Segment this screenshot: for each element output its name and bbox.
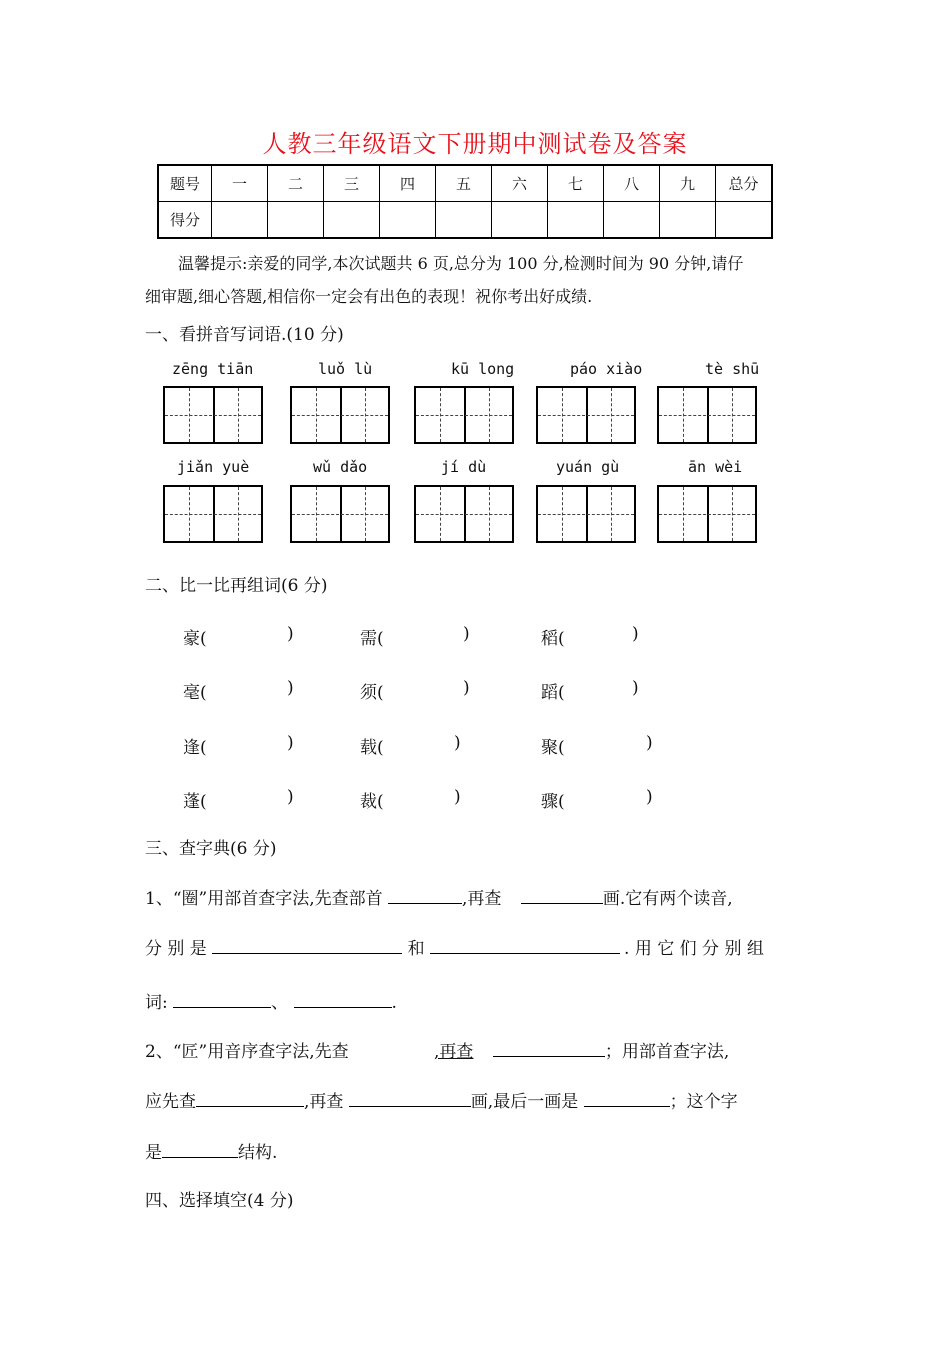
compare-word-close: ) <box>646 787 653 807</box>
score-header-cell: 六 <box>492 165 548 202</box>
tip-line-2: 细审题,细心答题,相信你一定会有出色的表现！祝你考出好成绩. <box>145 287 593 306</box>
q2-text: ,再查 <box>434 1042 474 1062</box>
score-input-cell[interactable] <box>660 202 716 239</box>
q1-text: 和 <box>407 939 425 959</box>
compare-word-close: ) <box>632 678 639 698</box>
compare-word-close: ) <box>287 733 294 753</box>
writing-grid[interactable] <box>290 386 390 444</box>
compare-word-close: ) <box>463 678 470 698</box>
tip-line-1: 温馨提示:亲爱的同学,本次试题共 6 页,总分为 100 分,检测时间为 90 分钟,请仔 <box>178 254 744 273</box>
score-header-cell: 四 <box>380 165 436 202</box>
writing-grid[interactable] <box>414 386 514 444</box>
score-input-cell[interactable] <box>436 202 492 239</box>
section4-title: 四、选择填空(4 分) <box>145 1191 294 1211</box>
q1-text: 1、“圈”用部首查字法,先查部首 <box>145 889 383 909</box>
q1-line-3 <box>145 988 397 1013</box>
q2-text: 是 <box>145 1143 162 1163</box>
score-header-row <box>158 165 772 202</box>
pinyin-label: luǒ lù <box>318 360 373 378</box>
q2-text: 2、“匠”用音序查字法,先查 <box>145 1042 349 1062</box>
compare-word-open: 逢( <box>183 738 207 758</box>
score-header-cell: 五 <box>436 165 492 202</box>
compare-word-close: ) <box>287 624 294 644</box>
q2-line-1 <box>145 1037 729 1062</box>
section3-title: 三、查字典(6 分) <box>145 839 277 859</box>
writing-grid[interactable] <box>163 485 263 543</box>
q1-line-1 <box>145 884 733 909</box>
compare-word-close: ) <box>632 624 639 644</box>
compare-word-close: ) <box>287 787 294 807</box>
pinyin-label: páo xiào <box>570 360 643 378</box>
compare-word-open: 毫( <box>183 683 207 703</box>
score-header-cell: 一 <box>212 165 268 202</box>
writing-grid[interactable] <box>657 485 757 543</box>
pinyin-label: jiǎn yuè <box>177 458 250 476</box>
q1-text: ,再查 <box>462 889 502 909</box>
answer-blank[interactable] <box>584 1088 670 1107</box>
answer-blank[interactable] <box>521 885 603 904</box>
answer-blank[interactable] <box>349 1088 471 1107</box>
q1-text: 分 别 是 <box>145 939 207 959</box>
compare-word-close: ) <box>454 787 461 807</box>
q1-text: 词: <box>145 993 168 1013</box>
compare-word-open: 载( <box>360 738 384 758</box>
compare-word-close: ) <box>463 624 470 644</box>
score-header-cell: 七 <box>548 165 604 202</box>
pinyin-label: tè shū <box>705 360 760 378</box>
pinyin-label: zēng tiān <box>172 360 254 378</box>
writing-grid[interactable] <box>657 386 757 444</box>
q1-line-2 <box>145 934 764 959</box>
answer-blank[interactable] <box>388 885 462 904</box>
pinyin-label: jí dù <box>441 458 487 476</box>
score-input-cell[interactable] <box>324 202 380 239</box>
section1-title: 一、看拼音写词语.(10 分) <box>145 325 344 345</box>
writing-grid[interactable] <box>536 485 636 543</box>
compare-word-open: 需( <box>360 629 384 649</box>
answer-blank[interactable] <box>162 1139 238 1158</box>
answer-blank[interactable] <box>493 1038 605 1057</box>
score-header-cell: 题号 <box>158 165 212 202</box>
q2-text: ,再查 <box>304 1092 344 1112</box>
pinyin-label: wǔ dǎo <box>313 458 368 476</box>
score-header-cell: 三 <box>324 165 380 202</box>
answer-blank[interactable] <box>196 1088 304 1107</box>
score-input-cell[interactable] <box>716 202 773 239</box>
page-title: 人教三年级语文下册期中测试卷及答案 <box>262 130 688 158</box>
compare-word-close: ) <box>454 733 461 753</box>
compare-word-open: 骤( <box>541 792 565 812</box>
q2-line-3 <box>145 1138 277 1163</box>
score-header-cell: 二 <box>268 165 324 202</box>
compare-word-open: 蓬( <box>183 792 207 812</box>
compare-word-open: 聚( <box>541 738 565 758</box>
score-row-label: 得分 <box>158 202 212 239</box>
q2-text: ；这个字 <box>669 1092 738 1112</box>
answer-blank[interactable] <box>430 935 620 954</box>
q1-text: 、 <box>271 993 289 1013</box>
compare-word-close: ) <box>646 733 653 753</box>
writing-grid[interactable] <box>414 485 514 543</box>
pinyin-label: yuán gù <box>556 458 620 476</box>
score-header-cell: 九 <box>660 165 716 202</box>
writing-grid[interactable] <box>536 386 636 444</box>
q2-text: 画,最后一画是 <box>470 1092 579 1112</box>
score-header-cell: 八 <box>604 165 660 202</box>
score-input-cell[interactable] <box>212 202 268 239</box>
q2-line-2 <box>145 1087 738 1112</box>
q1-text: 画.它有两个读音, <box>602 889 733 909</box>
pinyin-label: ān wèi <box>688 458 743 476</box>
q1-text: . 用 它 们 分 别 组 <box>624 939 764 959</box>
q2-text: ；用部首查字法, <box>604 1042 730 1062</box>
score-input-cell[interactable] <box>604 202 660 239</box>
compare-word-open: 豪( <box>183 629 207 649</box>
compare-word-open: 蹈( <box>541 683 565 703</box>
q2-text: 应先查 <box>145 1092 196 1112</box>
score-input-cell[interactable] <box>548 202 604 239</box>
compare-word-open: 须( <box>360 683 384 703</box>
answer-blank[interactable] <box>294 989 392 1008</box>
writing-grid[interactable] <box>290 485 390 543</box>
q1-text: . <box>391 993 397 1013</box>
score-input-cell[interactable] <box>492 202 548 239</box>
section2-title: 二、比一比再组词(6 分) <box>145 576 328 596</box>
score-table <box>157 164 773 239</box>
score-value-row <box>158 202 772 239</box>
score-input-cell[interactable] <box>268 202 324 239</box>
writing-grid[interactable] <box>163 386 263 444</box>
q2-text: 结构. <box>238 1143 278 1163</box>
compare-word-close: ) <box>287 678 294 698</box>
answer-blank[interactable] <box>173 989 271 1008</box>
pinyin-label: kū long <box>451 360 515 378</box>
score-input-cell[interactable] <box>380 202 436 239</box>
compare-word-open: 稻( <box>541 629 565 649</box>
answer-blank[interactable] <box>212 935 402 954</box>
compare-word-open: 裁( <box>360 792 384 812</box>
score-header-cell: 总分 <box>716 165 773 202</box>
